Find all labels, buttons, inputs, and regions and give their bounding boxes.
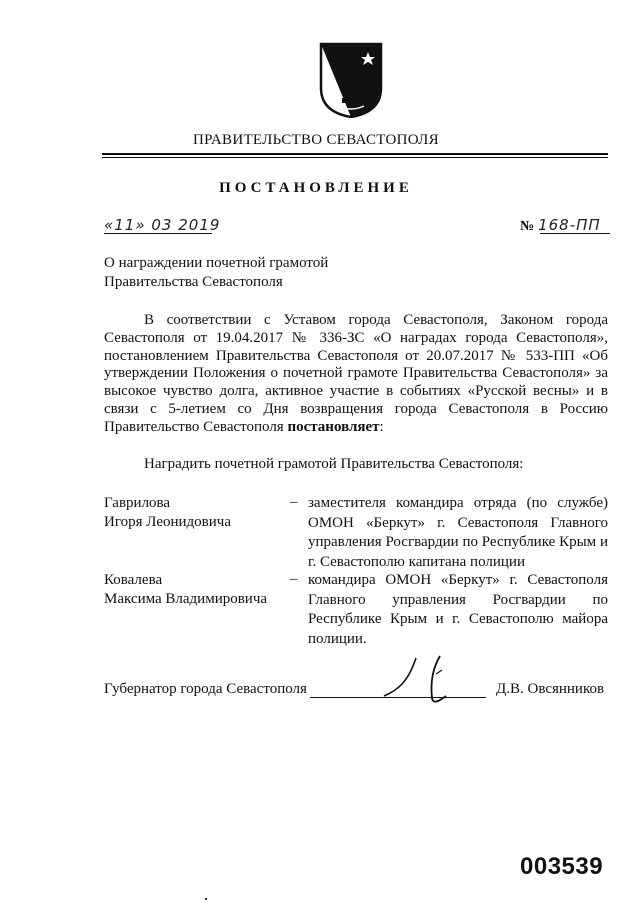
awardee-2-name <box>104 571 267 609</box>
document-subject <box>104 254 328 292</box>
awardee-2-surname: Ковалева <box>104 572 163 588</box>
number-underline <box>540 233 610 234</box>
awardee-1-description: заместителя командира отряда (по службе) ОМОН «Беркут» г. Севастополя Главного управления Росгвардии по Республике Крым и г. Севастополю капитана полиции <box>308 495 608 570</box>
awardee-1-surname: Гаврилова <box>104 495 171 511</box>
document-date: «11» 03 2019 <box>104 216 221 234</box>
awardee-1-name <box>104 494 231 532</box>
sevastopol-coat-of-arms-icon <box>318 42 384 118</box>
awardee-2-dash: – <box>290 571 298 587</box>
signatory-name: Д.В. Овсянников <box>496 681 605 697</box>
header-rule-thin <box>102 157 608 158</box>
awardee-1-dash: – <box>290 494 298 510</box>
order-line: Наградить почетной грамотой Правительства Севастополя: <box>144 456 524 472</box>
signatory-title: Губернатор города Севастополя <box>104 681 307 697</box>
serial-number: 003539 <box>520 853 604 880</box>
awardee-2-description: командира ОМОН «Беркут» г. Севастополя Главного управления Росгвардии по Республике Крым и г. Севастополю майора полиции. <box>308 572 608 647</box>
document-type-heading: ПОСТАНОВЛЕНИЕ <box>219 180 413 196</box>
preamble-paragraph <box>104 312 608 437</box>
government-name: ПРАВИТЕЛЬСТВО СЕВАСТОПОЛЯ <box>193 132 439 148</box>
awardee-1-given-names: Игоря Леонидовича <box>104 514 231 530</box>
awardee-2-given-names: Максима Владимировича <box>104 591 268 607</box>
number-value: 168-ПП <box>538 216 601 234</box>
preamble-suffix: : <box>379 418 384 435</box>
date-underline <box>104 233 212 234</box>
subject-line-1: О награждении почетной грамотой <box>104 255 329 271</box>
number-sign: № <box>520 219 535 234</box>
handwritten-signature-icon <box>380 652 470 708</box>
subject-line-2: Правительства Севастополя <box>104 274 283 290</box>
preamble-text: В соответствии с Уставом города Севастополя, Законом города Севастополя от 19.04.2017 № 336-ЗС «О наградах города Севастополя», постановлением Правительства Севастополя от 20.07.2017 № 533-ПП «Об утверждении Положения о почетной грамоте Правительства Севастополя» за высокое чувство долга, активное участие в событиях «Русской весны» и в связи с 5-летием со Дня возвращения города Севастополя в Россию Правительство Севастополя <box>104 312 608 435</box>
preamble-emphasis: постановляет <box>287 418 380 435</box>
scan-speck <box>205 898 207 900</box>
header-rule-thick <box>102 153 608 155</box>
